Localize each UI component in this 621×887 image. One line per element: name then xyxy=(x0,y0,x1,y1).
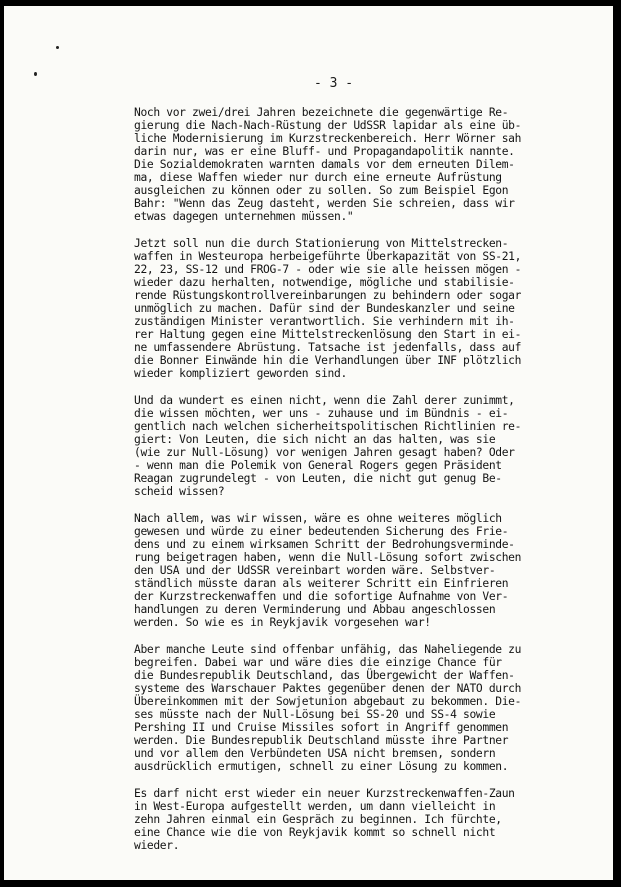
text-line: und vor allem den Verbündeten USA nicht bremsen, sondern xyxy=(134,746,496,760)
document-body xyxy=(134,107,564,868)
text-line: werden. So wie es in Reykjavik vorgesehen war! xyxy=(134,615,431,629)
text-line: ne umfassendere Abrüstung. Tatsache ist jedenfalls, dass auf xyxy=(134,340,522,354)
text-line: scheid wissen? xyxy=(134,484,225,498)
text-line: - wenn man die Polemik von General Rogers gegen Präsident xyxy=(134,458,502,472)
punch-mark-top xyxy=(56,46,59,49)
text-line: zuständigen Minister verantwortlich. Sie verhindern mit ih- xyxy=(134,314,515,328)
text-line: gentlich nach welchen sicherheitspolitischen Richtlinien re- xyxy=(134,419,522,433)
text-line: Es darf nicht erst wieder ein neuer Kurzstreckenwaffen-Zaun xyxy=(134,787,515,801)
text-line: der Kurzstreckenwaffen und die sofortige Aufnahme von Ver- xyxy=(134,589,509,603)
text-line: wieder dazu herhalten, notwendige, mögliche und stabilisie- xyxy=(134,275,515,289)
text-line: zehn Jahren einmal ein Gespräch zu beginnen. Ich fürchte, xyxy=(134,813,502,827)
paragraph-1 xyxy=(134,107,564,224)
text-line: Nach allem, was wir wissen, wäre es ohne weiteres möglich xyxy=(134,512,502,526)
text-line: (wie zur Null-Lösung) vor wenigen Jahren gesagt haben? Oder xyxy=(134,445,515,459)
text-line: 22, 23, SS-12 und FROG-7 - oder wie sie alle heissen mögen - xyxy=(134,262,522,276)
text-line: Bahr: "Wenn das Zeug dasteht, werden Sie schreien, dass wir xyxy=(134,196,515,210)
text-line: werden. Die Bundesrepublik Deutschland müsste ihre Partner xyxy=(134,733,509,747)
text-line: ses müsste nach der Null-Lösung bei SS-20 und SS-4 sowie xyxy=(134,708,496,722)
paragraph-5 xyxy=(134,644,564,774)
text-line: rende Rüstungskontrollvereinbarungen zu behindern oder sogar xyxy=(134,288,522,302)
text-line: die wissen möchten, wer uns - zuhause und im Bündnis - ei- xyxy=(134,407,509,421)
text-line: gierung die Nach-Nach-Rüstung der UdSSR lapidar als eine üb- xyxy=(134,118,522,132)
text-line: begreifen. Dabei war und wäre dies die einzige Chance für xyxy=(134,656,502,670)
text-line: rung beigetragen haben, wenn die Null-Lösung sofort zwischen xyxy=(134,551,522,565)
text-line: rer Haltung gegen eine Mittelstreckenlösung den Start in ei- xyxy=(134,327,522,341)
text-line: Pershing II und Cruise Missiles sofort in Angriff genommen xyxy=(134,720,509,734)
text-line: dens und zu einem wirksamen Schritt der Bedrohungsverminde- xyxy=(134,538,515,552)
text-line: systeme des Warschauer Paktes gegenüber denen der NATO durch xyxy=(134,682,522,696)
text-line: Aber manche Leute sind offenbar unfähig, das Naheliegende zu xyxy=(134,643,522,657)
text-line: den USA und der UdSSR vereinbart worden wäre. Selbstver- xyxy=(134,564,496,577)
text-line: Reagan zugrundelegt - von Leuten, die nicht gut genug Be- xyxy=(134,471,502,485)
paragraph-2 xyxy=(134,238,564,380)
paragraph-6 xyxy=(134,788,564,853)
text-line: wieder kompliziert geworden sind. xyxy=(134,366,347,380)
text-line: etwas dagegen unternehmen müssen." xyxy=(134,209,354,223)
text-line: ausdrücklich ermutigen, schnell zu einer Lösung zu kommen. xyxy=(134,759,509,773)
text-line: ma, diese Waffen wieder nur durch eine erneute Aufrüstung xyxy=(134,170,502,184)
punch-mark-left xyxy=(34,72,37,76)
text-line: Noch vor zwei/drei Jahren bezeichnete die gegenwärtige Re- xyxy=(134,106,509,119)
text-line: ausgleichen zu können oder zu sollen. So zum Beispiel Egon xyxy=(134,183,509,197)
text-line: eine Chance wie die von Reykjavik kommt so schnell nicht xyxy=(134,826,496,840)
paragraph-3 xyxy=(134,395,564,499)
text-line: Jetzt soll nun die durch Stationierung von Mittelstrecken- xyxy=(134,237,509,251)
document-page xyxy=(4,6,613,880)
text-line: Übereinkommen mit der Sowjetunion abgebaut zu bekommen. Die- xyxy=(134,695,522,709)
paragraph-4 xyxy=(134,513,564,630)
text-line: in West-Europa aufgestellt werden, um dann vielleicht in xyxy=(134,800,496,814)
text-line: giert: Von Leuten, die sich nicht an das halten, was sie xyxy=(134,432,496,446)
text-line: unmöglich zu machen. Dafür sind der Bundeskanzler und seine xyxy=(134,301,515,315)
text-line: darin nur, was er eine Bluff- und Propagandapolitik nannte. xyxy=(134,144,515,158)
page-number: - 3 - xyxy=(314,76,354,91)
text-line: handlungen zu deren Verminderung und Abbau angeschlossen xyxy=(134,602,496,616)
text-line: die Bonner Einwände hin die Verhandlungen über INF plötzlich xyxy=(134,353,522,367)
text-line: Die Sozialdemokraten warnten damals vor dem erneuten Dilem- xyxy=(134,157,515,171)
text-line: waffen in Westeuropa herbeigeführte Überkapazität von SS-21, xyxy=(134,250,522,264)
text-line: ständlich müsste daran als weiterer Schritt ein Einfrieren xyxy=(134,576,509,590)
text-line: die Bundesrepublik Deutschland, das Übergewicht der Waffen- xyxy=(134,669,515,683)
text-line: wieder. xyxy=(134,839,180,853)
text-line: Und da wundert es einen nicht, wenn die Zahl derer zunimmt, xyxy=(134,394,515,408)
text-line: gewesen und würde zu einer bedeutenden Sicherung des Frie- xyxy=(134,525,509,539)
text-line: liche Modernisierung im Kurzstreckenbereich. Herr Wörner sah xyxy=(134,131,522,145)
